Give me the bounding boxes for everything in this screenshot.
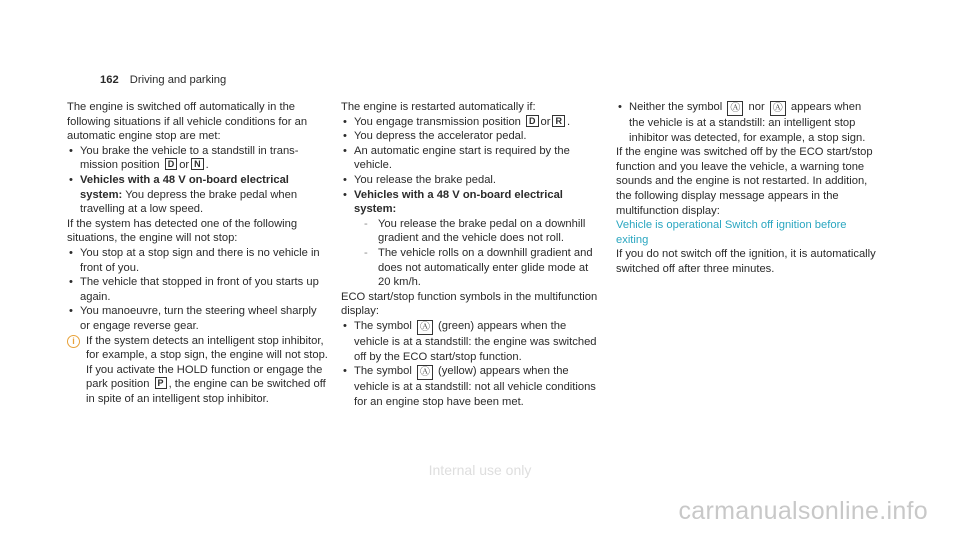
list-text: The symbol xyxy=(354,319,412,332)
list-item xyxy=(67,173,329,217)
list-text: The symbol xyxy=(354,365,412,378)
bullet-list xyxy=(341,115,603,290)
list-text: You brake the vehicle to a standstill in transmission position xyxy=(80,144,299,172)
list-item xyxy=(616,100,878,145)
gear-n-symbol: N xyxy=(191,158,204,170)
paragraph: If the system has detected one of the following situations, the engine will not stop: xyxy=(67,217,298,245)
list-text: appears when the vehicle is at a standstill: an intelligent stop inhibitor was detected, for example, a stop sign. xyxy=(629,101,866,144)
list-item: • The vehicle that stopped in front of you starts up again. xyxy=(67,275,329,304)
eco-inactive-icon: Ⓐ xyxy=(417,365,433,380)
list-bold: Vehicles with a 48 V on-board electrical system: xyxy=(354,188,563,216)
column-2 xyxy=(341,100,603,409)
gear-d-symbol: D xyxy=(526,115,539,127)
list-item xyxy=(341,364,603,409)
section-title: Driving and parking xyxy=(129,74,227,86)
bullet-list xyxy=(341,319,603,409)
gear-p-symbol: P xyxy=(155,377,167,389)
list-text: or xyxy=(540,115,551,128)
bullet-list xyxy=(67,246,329,334)
gear-d-symbol: D xyxy=(165,158,178,170)
list-item: • You engage transmission position D or R . xyxy=(341,115,603,130)
paragraph: If you do not switch off the ignition, it is automatically switched off after three minutes. xyxy=(616,248,876,275)
paragraph: ECO start/stop function symbols in the multifunction display: xyxy=(341,290,598,318)
list-item: • You manoeuvre, turn the steering wheel sharply or engage reverse gear. xyxy=(67,304,329,333)
column-3 xyxy=(616,100,878,277)
list-item xyxy=(341,188,603,290)
info-icon: i xyxy=(67,335,80,348)
display-message: Vehicle is operational Switch off ignition before exiting xyxy=(616,219,847,246)
list-item: • You brake the vehicle to a standstill in transmission position D or N . xyxy=(67,144,329,173)
list-item: • An automatic engine start is required by the vehicle. xyxy=(341,144,603,173)
list-item xyxy=(341,319,603,364)
paragraph: The engine is switched off automatically in the following situations if all vehicle conditions for an automatic engine stop are met: xyxy=(67,101,308,143)
info-note xyxy=(67,334,329,407)
sub-list xyxy=(354,217,603,290)
note-text: If the system detects an intelligent stop inhibitor, for example, a stop sign, the engine will not stop. xyxy=(86,334,328,362)
gear-r-symbol: R xyxy=(552,115,565,127)
list-item: • You release the brake pedal. xyxy=(341,173,603,188)
sub-list-item: - The vehicle rolls on a downhill gradient and does not automatically enter glide mode at 20 km/h. xyxy=(354,246,603,290)
eco-active-icon: Ⓐ xyxy=(417,320,433,335)
paragraph: The engine is restarted automatically if: xyxy=(341,101,536,113)
list-bold: Vehicles with a 48 V on-board electrical system: xyxy=(80,173,289,201)
eco-active-icon: Ⓐ xyxy=(727,101,743,116)
list-text: (green) appears when the vehicle is at a standstill: the engine was switched off by the ECO start/stop function. xyxy=(354,319,597,363)
watermark: Internal use only xyxy=(428,462,532,478)
column-1 xyxy=(67,100,329,406)
list-text: Neither the symbol xyxy=(629,101,723,113)
list-text: or xyxy=(179,159,190,172)
page-number: 162 xyxy=(100,74,119,86)
list-text: You depress the brake pedal when travelling at a low speed. xyxy=(80,188,298,216)
list-item: • You stop at a stop sign and there is no vehicle in front of you. xyxy=(67,246,329,275)
note-text-part: If you activate the HOLD function or engage the park position xyxy=(86,363,323,391)
bullet-list xyxy=(67,144,329,217)
note-text-part: , the engine can be switched off in spite of an intelligent stop inhibitor. xyxy=(86,378,326,405)
paragraph: If the engine was switched off by the ECO start/stop function and you leave the vehicle, a warning tone sounds and the engine is not restarted. In addition, the following display message appears in the multifunction display: xyxy=(616,146,873,217)
list-text: You engage transmission position xyxy=(354,115,521,128)
sub-list-item: - You release the brake pedal on a downhill gradient and the vehicle does not roll. xyxy=(354,217,603,246)
eco-inactive-icon: Ⓐ xyxy=(770,101,786,116)
footer-site-link[interactable]: carmanualsonline.info xyxy=(678,497,928,525)
note-text xyxy=(86,363,329,407)
list-text: (yellow) appears when the vehicle is at a standstill: not all vehicle conditions for an engine stop have been met. xyxy=(354,365,596,408)
list-item: • You depress the accelerator pedal. xyxy=(341,129,603,144)
bullet-list xyxy=(616,100,878,145)
list-text: nor xyxy=(748,101,765,113)
page-header xyxy=(100,73,226,88)
